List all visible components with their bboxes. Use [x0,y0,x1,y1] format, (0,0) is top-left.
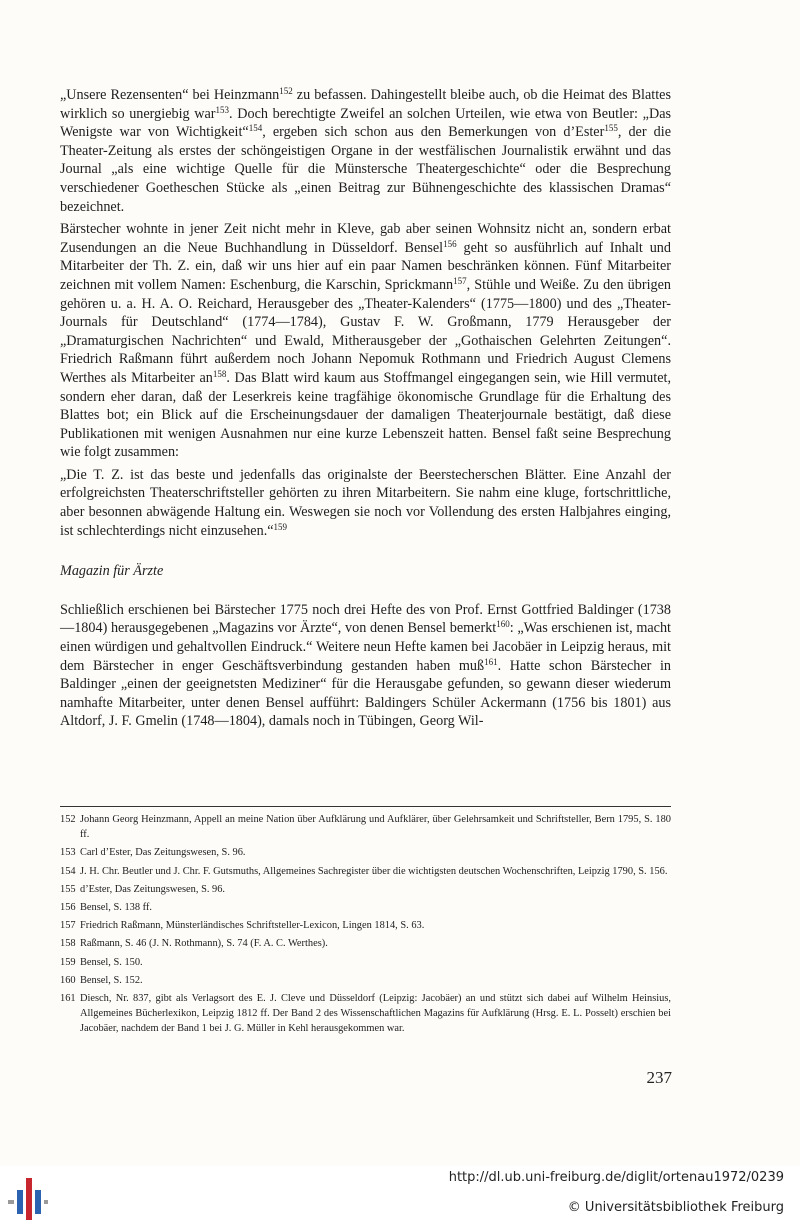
footnote-text: d’Ester, Das Zeitungswesen, S. 96. [80,883,226,895]
footnote [60,955,671,970]
block-quote [60,466,671,540]
paragraph-4 [60,601,671,731]
footnote [60,882,671,897]
page-number: 237 [646,1068,672,1087]
footnote-text: Bensel, S. 138 ff. [80,902,152,914]
document-url-link[interactable]: http://dl.ub.uni-freiburg.de/diglit/ortenau1972/0239 [448,1170,784,1185]
footnote-ref: 159 [273,521,288,532]
text-run: : „Was erschienen ist, macht einen würdigen und gehaltvollen Eindruck.“ Weitere neun Hefte kamen bei Jacobäer in Leipzig heraus, mit dem Bärstecher in enger Geschäftsverbindung gestanden haben muß [60,620,671,674]
copyright-text: © Universitätsbibliothek Freiburg [567,1200,784,1215]
footnote-text: Johann Georg Heinzmann, Appell an meine Nation über Aufklärung und Aufklärer, über Gelehrsamkeit und Schriftsteller, Bern 1795, S. 180 ff. [80,814,671,841]
text-run: , Stühle und Weiße. Zu den übrigen gehören u. a. H. A. O. Reichard, Herausgeber des „Theater-Kalenders“ (1775—1800) und des „Theater-Journals für Deutschland“ (1774—1784), Gustav F. W. Großmann, 1779 Herausgeber der „Dramaturgischen Nachrichten“ und Ewald, Mitherausgeber der „Gothaischen Gelehrten Zeitungen“. Friedrich Raßmann führt außerdem noch Johann Nepomuk Rothmann und Friedrich August Clemens Werthes als Mitarbeiter an [60,276,671,386]
main-text [60,86,671,735]
footnote [60,900,671,915]
footnote [60,936,671,951]
footnote [60,991,671,1037]
footnote-text: Carl d’Ester, Das Zeitungswesen, S. 96. [80,847,246,859]
text-run: Schließlich erschienen bei Bärstecher 1775 noch drei Hefte des von Prof. Ernst Gottfried Baldinger (1738—1804) herausgegebenen „Magazins vor Ärzte“, von denen Bensel bemerkt [60,601,671,637]
viewer-footer [0,1166,800,1226]
footnote-text: Bensel, S. 150. [80,956,143,968]
footnote-number: 155 [60,883,76,895]
footnote-text: Diesch, Nr. 837, gibt als Verlagsort des E. J. Cleve und Düsseldorf (Leipzig: Jacobäer) an und stützt sich dabei auf Wilhelm Heinsius, Allgemeines Bücherlexikon, Leipzig 1812 ff. Der Band 2 des Wissenschaftlichen Magazins für Aufklärung (Hrsg. E. L. Posselt) erschien bei Jacobäer, nachdem der Band 1 bei J. G. Müller in Kehl herausgekommen war. [80,993,671,1035]
text-run: . Hatte schon Bärstecher in Baldinger „einen der geeignetsten Mediziner“ für die Herausgabe gefunden, so gewann dieser wiederum namhafte Mitarbeiter, unter denen Bensel aufführt: Baldingers Schüler Ackermann (1756 bis 1801) aus Altdorf, J. F. Gmelin (1748—1804), damals noch in Tübingen, Georg Wil- [60,657,672,730]
footnote-ref: 153 [215,104,230,115]
footnote-number: 157 [60,920,76,932]
footnote [60,864,671,879]
text-run: „Die T. Z. ist das beste und jedenfalls das originalste der Beerstecherschen Blätter. Eine Anzahl der erfolgreichsten Theaterschriftsteller gehörten zu ihren Mitarbeitern. Sie nahm eine kluge, fortschrittliche, aber besonnen abwägende Haltung ein. Weswegen sie noch vor Vollendung des ersten Halbjahres einging, ist schlechterdings nicht einzusehen.“ [60,466,671,539]
footnote-ref: 157 [453,275,467,286]
footnote [60,918,671,933]
footnote-number: 159 [60,956,76,968]
footnote-number: 152 [60,814,76,825]
paragraph-2 [60,220,671,462]
footnote-ref: 160 [496,619,510,630]
text-run: . Das Blatt wird kaum aus Stoffmangel eingegangen sein, wie Hill vermutet, sondern eher daran, daß der Leserkreis keine tragfähige ökonomische Grundlage für die Erhaltung des Blattes bot; ein Blick auf die Erscheinungsdauer der damaligen Theaterjournale bestätigt, daß diese Publikationen mit wenigen Ausnahmen nur eine kurze Lebenszeit hatten. Bensel faßt seine Besprechung wie folgt zusammen: [60,369,671,461]
footnote-ref: 152 [279,86,293,96]
footnote-ref: 158 [212,368,227,379]
footnote-number: 160 [60,974,76,986]
text-run: , der die Theater-Zeitung als erstes der schöngeistigen Organe in der westfälischen Journalistik erwähnt und das Journal „als eine wichtige Quelle für die Münstersche Theatergeschichte“ oder die Besprechung verschiedener Goetheschen Stücke als „einen Beitrag zur Bühnengeschichte des klassischen Dramas“ bezeichnet. [60,124,672,215]
footnote-number: 161 [60,993,76,1005]
footnote-number: 158 [60,938,76,950]
text-run: . Doch berechtigte Zweifel an solchen Urteilen, wie etwa von Beutler: „Das Wenigste war von Wichtigkeit“ [60,105,672,141]
footnote-ref: 154 [248,123,263,134]
footnote-ref: 156 [443,238,457,249]
text-run: „Unsere Rezensenten“ bei Heinzmann [60,87,280,103]
text-run: , ergeben sich schon aus den Bemerkungen von d’Ester [262,124,605,141]
footnote-text: J. H. Chr. Beutler und J. Chr. F. Gutsmuths, Allgemeines Sachregister über die wichtigsten deutschen Wochenschriften, Leipzig 1790, S. 156. [80,865,668,877]
footnotes [60,812,671,1040]
footnote-ref: 161 [484,656,498,667]
footnote [60,812,671,842]
section-heading: Magazin für Ärzte [60,563,164,580]
footnote-number: 156 [60,902,76,914]
footnote-ref: 155 [604,123,618,134]
footnote [60,845,671,860]
paragraph-1 [60,86,671,216]
library-logo-icon [8,1178,48,1220]
footnote-text: Raßmann, S. 46 (J. N. Rothmann), S. 74 (F. A. C. Werthes). [80,938,328,950]
footnote-number: 153 [60,847,76,859]
text-run: zu befassen. Dahingestellt bleibe auch, ob die Heimat des Blattes wirklich so unergiebig war [60,87,671,122]
footnote-text: Bensel, S. 152. [80,974,143,986]
footnote-number: 154 [60,865,76,877]
text-run: geht so ausführlich auf Inhalt und Mitarbeiter der Th. Z. ein, daß wir uns hier auf ein paar Namen beschränken können. Fünf Mitarbeiter zeichnen mit vollem Namen: Eschenburg, die Karschin, Sprickmann [60,239,671,293]
footnote-divider [60,806,671,807]
text-run: Bärstecher wohnte in jener Zeit nicht mehr in Kleve, gab aber seinen Wohnsitz nicht an, sondern erbat Zusendungen an die Neue Buchhandlung in Düsseldorf. Bensel [60,221,671,256]
footnote-text: Friedrich Raßmann, Münsterländisches Schriftsteller-Lexicon, Lingen 1814, S. 63. [80,920,425,932]
footnote [60,973,671,988]
